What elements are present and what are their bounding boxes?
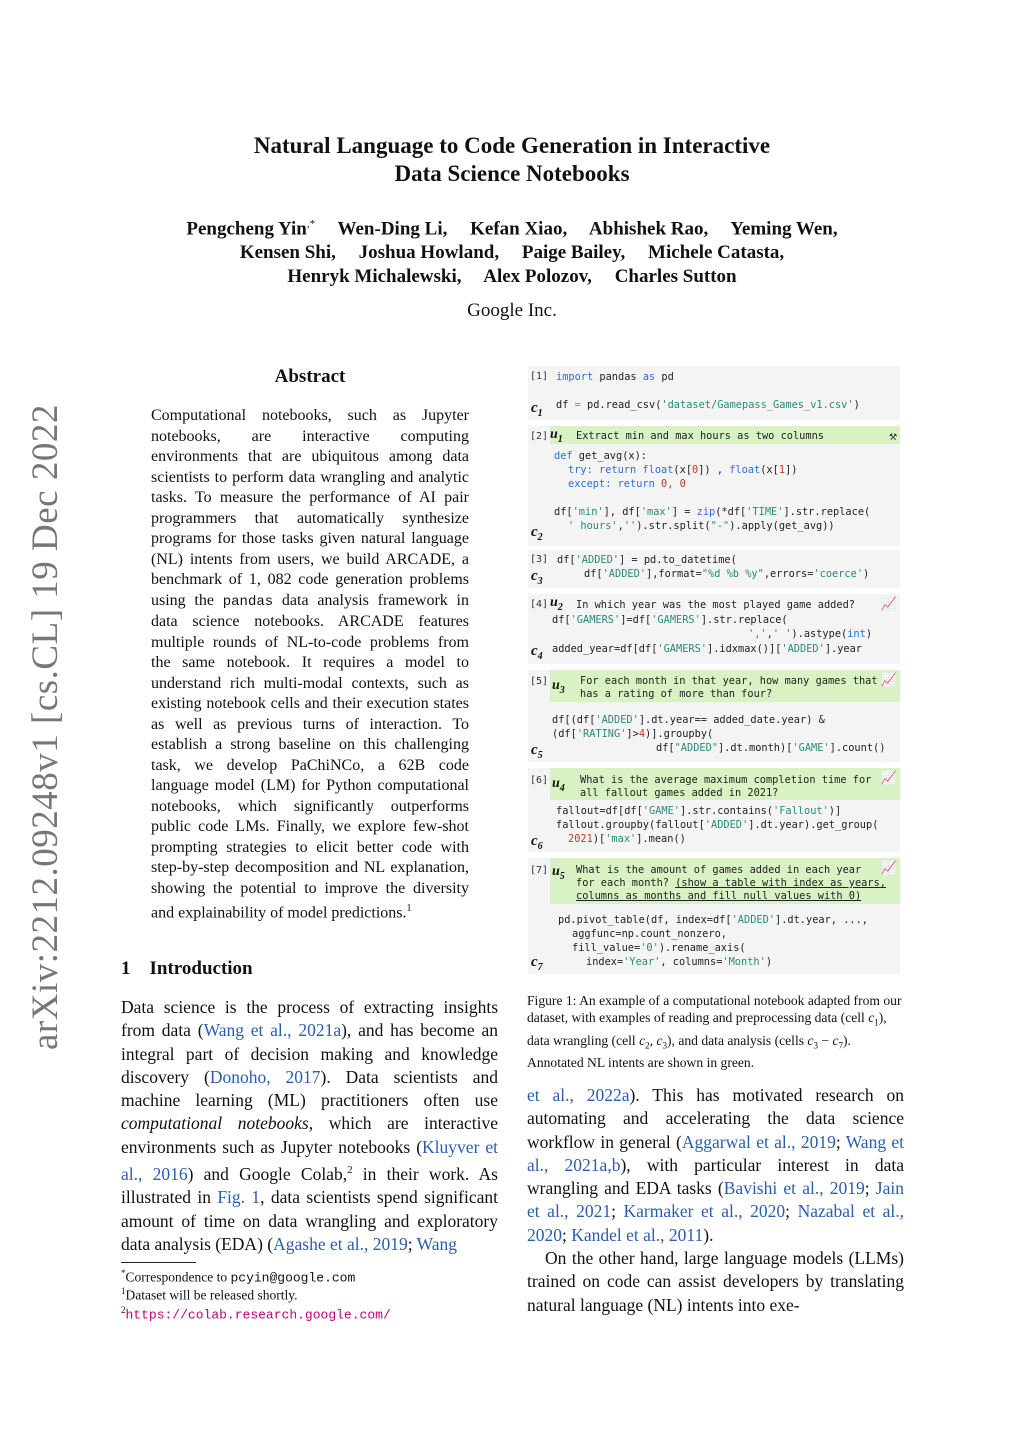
code-token: df[(df[	[552, 714, 596, 726]
text-run: ;	[407, 1233, 417, 1254]
code-token: 'RATING'	[576, 728, 627, 740]
intent-text: In which year was the most played game added?	[576, 599, 855, 611]
caption-math-sub: 3	[813, 1040, 818, 1051]
author: Wen-Ding Li,	[337, 218, 448, 240]
code-line	[552, 728, 713, 740]
code-token: ].year	[824, 643, 863, 655]
intro-paragraph	[121, 996, 498, 1256]
body-paragraph: On the other hand, large language models (LLMs) trained on code can assist developers by translating natural language (NL) intents into exe-	[527, 1248, 904, 1315]
intent-sub: 5	[559, 870, 565, 882]
code-token: int	[847, 628, 866, 640]
cell-label-sub: 5	[537, 750, 543, 761]
footnote-ref[interactable]: 2	[347, 1164, 353, 1177]
code-token: ].dt.year== added_date.year) &	[638, 714, 825, 726]
cell-label-sub: 1	[537, 408, 543, 419]
code-token: ].count()	[829, 742, 886, 754]
cell-label-letter: c	[531, 742, 538, 758]
caption-math-sub: 7	[838, 1040, 843, 1051]
caption-run: ). Annotated NL intents are shown in green.	[527, 1032, 851, 1071]
citation-link[interactable]: Kluyver et al., 2016	[121, 1136, 498, 1184]
abstract-heading: Abstract	[274, 366, 346, 387]
text-run: ), and has become an integral part of decision making and knowledge discovery (	[121, 1020, 498, 1087]
code-line	[568, 464, 797, 476]
tools-icon: ⚒	[889, 429, 897, 444]
code-token: df[	[557, 554, 576, 566]
notebook-cell-5	[528, 670, 900, 762]
code-token: ,errors=	[763, 568, 814, 580]
intent-sub: 3	[559, 684, 565, 696]
code-token: 'Fallout'	[773, 805, 829, 817]
caption-math: c	[807, 1032, 814, 1048]
code-token: , columns=	[660, 956, 723, 968]
citation-link[interactable]: Karmaker et al., 2020	[623, 1201, 786, 1222]
code-line	[552, 614, 788, 626]
code-token: try:	[568, 464, 593, 476]
cell-label	[531, 400, 543, 419]
citation-link[interactable]: Wang et al., 2021a,b	[527, 1131, 905, 1175]
intent-letter: u	[550, 427, 558, 442]
abstract-code-term: pandas	[222, 593, 274, 610]
code-token: 'ADDED'	[731, 914, 775, 926]
chart-search-icon: 📈	[880, 771, 897, 786]
caption-math: c	[656, 1032, 663, 1048]
intent-sub: 2	[557, 601, 563, 613]
cell-label-letter: c	[531, 643, 538, 659]
intent-letter: u	[552, 864, 560, 879]
code-token: )	[865, 628, 873, 640]
code-token: ].dt.year).get_group(	[748, 819, 879, 831]
nl-intent-5	[550, 858, 900, 904]
section-title: Introduction	[149, 958, 253, 979]
notebook-cell-3	[528, 550, 900, 588]
figure-link[interactable]: Fig. 1	[217, 1187, 261, 1208]
citation-link[interactable]: Agashe et al., 2019	[273, 1233, 408, 1254]
code-line	[558, 914, 868, 926]
code-token: 'GAME'	[642, 805, 680, 817]
caption-run: Figure 1: An example of a computational notebook adapted from our dataset, with examples of reading and preprocessing data (cell	[527, 993, 902, 1025]
notebook-cell-7	[528, 858, 900, 974]
code-token: pandas	[593, 371, 643, 383]
author-line-3	[0, 265, 1024, 289]
intent-label	[552, 864, 565, 882]
cell-number: [3]	[530, 554, 549, 565]
cell-number: [7]	[530, 865, 549, 876]
code-token: ''	[623, 520, 637, 532]
code-line	[656, 742, 885, 754]
caption-math-sub: 3	[662, 1040, 667, 1051]
citation-link[interactable]: Nazabal et al., 2020	[527, 1201, 905, 1245]
footnote-url-link[interactable]: https://colab.research.google.com/	[125, 1307, 391, 1323]
code-line: aggfunc=np.count_nonzero,	[572, 928, 727, 940]
code-token: ).apply(get_avg))	[729, 520, 835, 532]
author: Kefan Xiao,	[470, 218, 568, 240]
cell-label-letter: c	[531, 833, 538, 849]
code-token: float	[636, 464, 674, 476]
chart-search-icon: 📈	[880, 597, 897, 612]
code-token: ].dt.year, ...,	[775, 914, 868, 926]
footnote-2	[121, 1302, 501, 1324]
code-token: ] = pd.to_datetime(	[619, 554, 737, 566]
cell-label-sub: 6	[537, 841, 543, 852]
cell-number: [2]	[530, 431, 549, 442]
nl-intent-4	[550, 768, 900, 800]
text-run: ;	[611, 1201, 624, 1222]
code-token: ]=df[	[620, 614, 652, 626]
code-token: "-"	[710, 520, 730, 532]
text-run: ;	[562, 1224, 572, 1245]
author: Joshua Howland,	[358, 242, 500, 264]
paper-title	[0, 132, 1024, 188]
code-token: df[	[584, 568, 603, 580]
caption-math: c	[868, 1010, 875, 1025]
text-run: ). This has motivated research on automating and accelerating the data science workflow in general (	[527, 1085, 904, 1152]
caption-math: c	[832, 1032, 839, 1048]
footnote-mark: *	[121, 1268, 126, 1278]
code-token: zip	[696, 506, 716, 518]
author: Abhishek Rao,	[588, 218, 709, 240]
code-token: def	[554, 450, 573, 462]
code-token: (x[	[673, 464, 693, 476]
code-token: fallout.groupby(fallout[	[556, 819, 705, 831]
cell-label	[531, 568, 543, 587]
caption-run: ,	[649, 1032, 657, 1048]
code-line	[568, 833, 686, 845]
caption-math: c	[639, 1032, 646, 1048]
code-token: index=	[586, 956, 624, 968]
caption-run: −	[817, 1032, 833, 1048]
code-token: 'GAMERS'	[651, 614, 701, 626]
code-token: get_avg(x):	[572, 450, 648, 462]
code-token: pd.pivot_table(df, index=df[	[558, 914, 732, 926]
code-token: "ADDED"	[674, 742, 719, 754]
text-run: Data science is the process of extracting insights from data (	[121, 997, 498, 1041]
code-token: ).str.split(	[636, 520, 711, 532]
code-token: ], df[	[603, 506, 641, 518]
nl-intent-2	[550, 594, 900, 612]
code-token: 'max'	[640, 506, 672, 518]
body-paragraph	[527, 1084, 904, 1247]
arxiv-stamp: arXiv:2212.09248v1 [cs.CL] 19 Dec 2022	[25, 404, 66, 1050]
code-token: (x[	[760, 464, 779, 476]
citation-link[interactable]: Wang	[416, 1233, 458, 1254]
cell-label	[531, 524, 543, 543]
intent-text: all fallout games added in 2021?	[580, 787, 779, 799]
code-token: df[	[552, 614, 571, 626]
abstract-text	[151, 406, 469, 924]
cell-label-sub: 4	[537, 651, 543, 662]
code-token: )	[765, 956, 773, 968]
cell-label	[531, 742, 543, 761]
footnote-text: Dataset will be released shortly.	[125, 1287, 298, 1303]
code-token: as	[642, 371, 656, 383]
code-token: 'coerce'	[813, 568, 864, 580]
code-token: 'GAME'	[792, 742, 830, 754]
intent-sub: 1	[557, 433, 563, 445]
intent-text	[576, 877, 886, 889]
intent-text: For each month in that year, how many games that	[580, 675, 878, 687]
text-run: ) and Google Colab,	[187, 1163, 348, 1184]
cell-label	[531, 833, 543, 852]
notebook-cell-6	[528, 768, 900, 852]
citation-link[interactable]: Jain et al., 2021	[527, 1178, 904, 1222]
code-token: ).astype(	[791, 628, 848, 640]
emphasis: computational notebooks	[121, 1113, 309, 1134]
author: Pengcheng Yin	[186, 218, 307, 240]
footnote-1	[121, 1283, 501, 1304]
intent-letter: u	[552, 678, 560, 693]
citation-link[interactable]: Kandel et al., 2011	[571, 1224, 704, 1245]
cell-label-letter: c	[531, 568, 538, 584]
code-token: 4	[638, 728, 646, 740]
code-token: pd.read_csv(	[580, 399, 662, 411]
code-token: =	[574, 399, 581, 411]
author-mark: ,*	[306, 218, 316, 230]
notebook-cell-1	[528, 366, 900, 420]
cell-label-letter: c	[531, 524, 538, 540]
code-token: (df[	[552, 728, 577, 740]
text-run: , data scientists spend significant amount of time on data wrangling and exploratory data analysis (EDA) (	[121, 1187, 498, 1254]
footnote-rule	[121, 1262, 196, 1263]
code-token: )	[863, 568, 870, 580]
author: Michele Catasta,	[648, 242, 785, 264]
code-token: 'ADDED'	[602, 568, 647, 580]
caption-run: ), data wrangling (cell	[527, 1010, 887, 1048]
section-number: 1	[121, 958, 131, 979]
intent-text: What is the average maximum completion time for	[580, 774, 872, 786]
code-token: 'Month'	[722, 956, 766, 968]
text-run: ;	[835, 1131, 846, 1152]
footnote-text: Correspondence to	[125, 1269, 231, 1285]
code-token: 'GAMERS'	[657, 643, 707, 655]
author: Paige Bailey,	[521, 242, 626, 264]
code-token: ,	[617, 520, 624, 532]
code-token: ].str.replace(	[700, 614, 788, 626]
cell-number: [6]	[530, 775, 549, 786]
code-token: )	[853, 399, 860, 411]
code-line	[556, 819, 878, 831]
footnote-email: pcyin@google.com	[230, 1270, 356, 1286]
intent-text: has a rating of more than four?	[580, 688, 773, 700]
caption-math-sub: 1	[874, 1017, 879, 1028]
code-token: 0	[692, 464, 699, 476]
cell-label-sub: 7	[537, 962, 543, 973]
footnote-mark: 2	[121, 1305, 126, 1315]
notebook-cell-2	[528, 426, 900, 546]
code-token: 0, 0	[654, 478, 686, 490]
intent-label	[550, 595, 563, 613]
citation-link[interactable]: et al., 2022a	[527, 1085, 630, 1105]
citation-link[interactable]: Bavishi et al., 2019	[723, 1178, 865, 1199]
intent-text: Extract min and max hours as two columns	[576, 430, 824, 442]
section-heading-introduction	[121, 958, 253, 980]
nl-intent-3	[550, 670, 900, 702]
abstract-part: data analysis framework in data science notebooks. ARCADE features multiple rounds of NL-to-code problems from the same notebook. It requires a model to understand rich multi-modal contexts, such as existing notebook cells and their execution states as well as previous turns of interaction. To establish a strong baseline on this challenging task, we develop PaChiNCo, a 62B code language model (LM) for Python computational notebooks, which significantly outperforms public code LMs. Finally, we explore few-shot prompting strategies to elicit better code with step-by-step decomposition and NL explanation, showing the potential to improve the diversity and explainability of model predictions.	[151, 591, 470, 922]
code-token: pd	[655, 371, 674, 383]
cell-label	[531, 643, 543, 662]
cell-number: [1]	[530, 371, 549, 382]
cell-label	[531, 954, 543, 973]
code-token: ].idxmax()][	[707, 643, 782, 655]
code-token: 2021	[568, 833, 593, 845]
code-token: ].str.contains(	[680, 805, 773, 817]
title-line-2: Data Science Notebooks	[394, 161, 630, 186]
chart-search-icon: 📈	[880, 673, 897, 688]
code-token: )]	[828, 805, 842, 817]
code-token: df	[556, 399, 575, 411]
author: Henryk Michalewski,	[287, 266, 462, 288]
intent-label	[550, 427, 563, 445]
intent-text-run: for each month?	[576, 877, 676, 889]
code-line	[748, 628, 872, 640]
cell-number: [4]	[530, 599, 549, 610]
abstract-part: Computational notebooks, such as Jupyter notebooks, are interactive computing environments that are ubiquitous among data scientists to perform data wrangling and analytic tasks. To measure the performance of AI pair programmers that automatically synthesize programs for those tasks given natural language (NL) intents from users, we build ARCADE, a benchmark of 1, 082 code generation problems using the	[151, 407, 469, 609]
code-token: fallout=df[df[	[556, 805, 643, 817]
nl-intent-1	[550, 426, 900, 444]
code-line	[552, 643, 862, 655]
code-line	[557, 554, 737, 566]
code-token: 'min'	[572, 506, 604, 518]
code-token: "%d %b %y"	[701, 568, 764, 580]
code-line	[584, 568, 869, 580]
code-token: ].dt.month)[	[718, 742, 793, 754]
author-line-1	[0, 212, 1024, 241]
text-run: ;	[785, 1201, 798, 1222]
code-line	[554, 450, 647, 462]
text-run: ), with particular interest in data wrangling and EDA tasks (	[527, 1154, 904, 1199]
code-line	[556, 399, 860, 411]
cell-label-sub: 2	[537, 532, 543, 543]
citation-link[interactable]: Donoho, 2017	[209, 1066, 321, 1087]
right-column-body	[527, 1084, 904, 1317]
code-token: ).rename_axis(	[658, 942, 746, 954]
code-token: except:	[568, 478, 612, 490]
code-line	[586, 956, 772, 968]
notebook-cell-4	[528, 594, 900, 664]
citation-link[interactable]: Aggarwal et al., 2019	[681, 1131, 836, 1152]
code-token: ] =	[671, 506, 697, 518]
title-line-1: Natural Language to Code Generation in Interactive	[253, 133, 771, 158]
code-token: 'dataset/Gamepass_Games_v1.csv'	[661, 399, 854, 411]
author-list	[0, 212, 1024, 289]
caption-run: ), and data analysis (cells	[667, 1032, 808, 1048]
code-token: 'ADDED'	[704, 819, 749, 831]
code-token: return	[611, 478, 655, 490]
intent-letter: u	[552, 776, 560, 791]
code-line	[572, 942, 746, 954]
text-run: ;	[864, 1178, 876, 1199]
code-token: return	[592, 464, 637, 476]
code-token: ' '	[772, 628, 792, 640]
cell-label-letter: c	[531, 400, 538, 416]
intent-text-underlined: (show a table with index as years,	[675, 877, 886, 889]
code-token: 'max'	[605, 833, 637, 845]
code-token: added_year=df[df[	[552, 643, 658, 655]
citation-link[interactable]: Wang et al., 2021a	[203, 1020, 342, 1041]
footnote-mark: 1	[121, 1286, 126, 1296]
code-token: ]>	[626, 728, 639, 740]
code-line	[554, 506, 870, 518]
code-line	[556, 805, 841, 817]
code-token: ],format=	[646, 568, 702, 580]
code-token: ,	[766, 628, 773, 640]
chart-search-icon: 📈	[880, 861, 897, 876]
cell-number: [5]	[530, 676, 549, 687]
author: Yeming Wen,	[730, 218, 838, 240]
code-token: import	[556, 371, 594, 383]
code-token: )].groupby(	[645, 728, 714, 740]
intent-text: What is the amount of games added in each year	[576, 864, 862, 876]
intent-sub: 4	[559, 782, 565, 794]
code-token: ])	[785, 464, 798, 476]
code-line	[568, 520, 835, 532]
code-token: )[	[592, 833, 606, 845]
cell-label-sub: 3	[537, 576, 543, 587]
code-line	[556, 371, 674, 383]
code-token: ','	[748, 628, 767, 640]
code-token: ].mean()	[636, 833, 686, 845]
code-token: 'ADDED'	[595, 714, 639, 726]
code-token: df[	[656, 742, 675, 754]
code-token: fill_value=	[572, 942, 641, 954]
intent-label	[552, 776, 565, 794]
caption-math-sub: 2	[645, 1040, 650, 1051]
intent-text-underlined: columns as months and fill null values with 0)	[576, 890, 862, 902]
figure-caption	[527, 992, 904, 1071]
text-run: , which are interactive environments such as Jupyter notebooks (	[121, 1113, 499, 1157]
code-token: 'Year'	[623, 956, 661, 968]
code-token: ' hours'	[568, 520, 618, 532]
code-line	[568, 478, 686, 490]
author: Alex Polozov,	[483, 266, 592, 288]
code-token: (*df[	[715, 506, 747, 518]
footnote-ref[interactable]: 1	[406, 903, 412, 914]
code-token: df[	[554, 506, 573, 518]
text-run: ).	[703, 1224, 714, 1245]
cell-label-letter: c	[531, 954, 538, 970]
code-token: 'GAMERS'	[570, 614, 621, 626]
code-token: 'TIME'	[746, 506, 784, 518]
code-token: 1	[778, 464, 786, 476]
affiliation: Google Inc.	[467, 300, 557, 321]
text-run: ). Data scientists and machine learning (ML) practitioners often use	[121, 1066, 498, 1111]
code-token: '0'	[640, 942, 659, 954]
code-token: 'ADDED'	[781, 643, 825, 655]
author: Kensen Shi,	[239, 242, 336, 264]
intent-label	[552, 678, 565, 696]
text-run: in their work. As illustrated in	[121, 1163, 498, 1208]
code-token: 'ADDED'	[575, 554, 620, 566]
author: Charles Sutton	[614, 266, 737, 288]
code-line	[552, 714, 825, 726]
intent-letter: u	[550, 595, 558, 610]
code-token: float	[729, 464, 761, 476]
code-token: ].str.replace(	[783, 506, 871, 518]
code-token: ]) ,	[698, 464, 730, 476]
author-line-2	[0, 241, 1024, 265]
